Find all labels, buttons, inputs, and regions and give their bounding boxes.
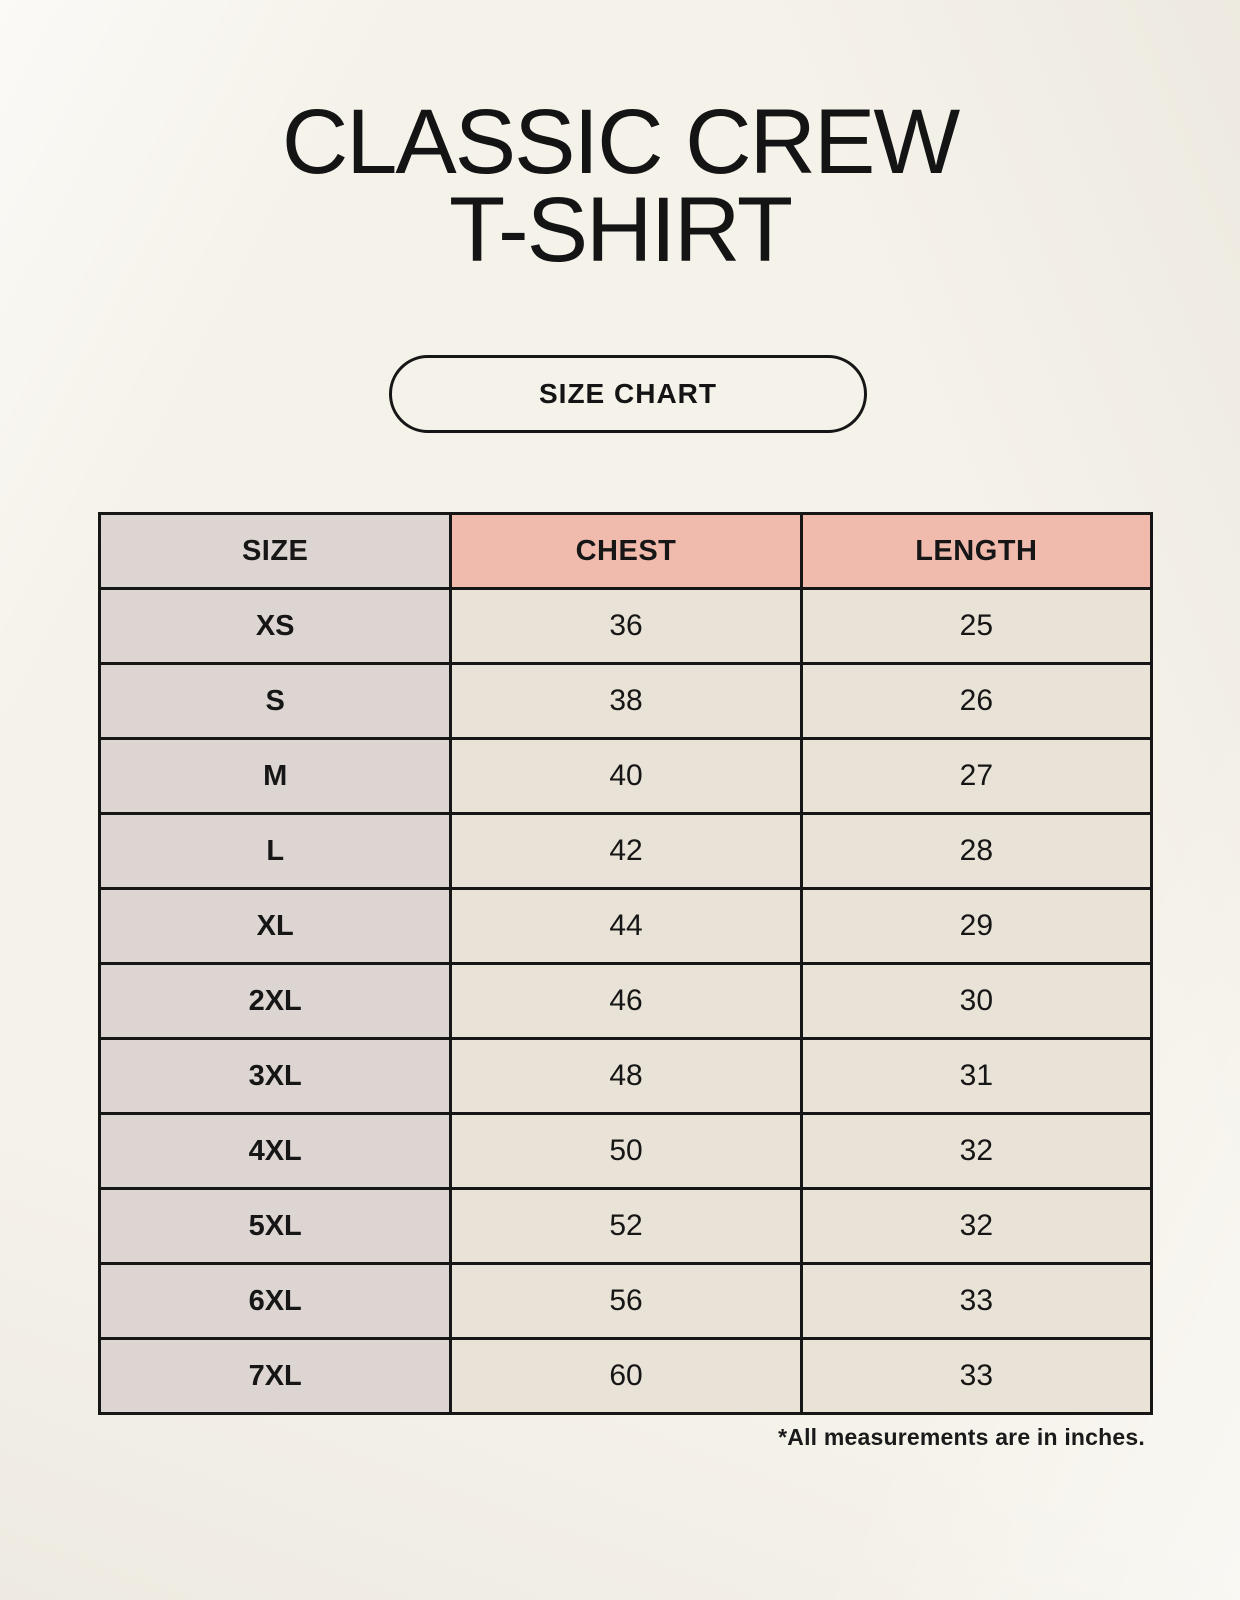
length-value: 26 bbox=[801, 664, 1151, 739]
length-value: 32 bbox=[801, 1114, 1151, 1189]
size-label: L bbox=[100, 814, 451, 889]
size-chart-table bbox=[98, 512, 1153, 1415]
size-label: XL bbox=[100, 889, 451, 964]
size-label: 3XL bbox=[100, 1039, 451, 1114]
size-chart-badge-label: SIZE CHART bbox=[539, 378, 717, 409]
column-header-size: SIZE bbox=[100, 514, 451, 589]
size-label: M bbox=[100, 739, 451, 814]
table-row bbox=[100, 1339, 1152, 1414]
page-title bbox=[0, 0, 1240, 281]
measurements-footnote: *All measurements are in inches. bbox=[778, 1424, 1145, 1450]
size-label: 2XL bbox=[100, 964, 451, 1039]
chest-value: 40 bbox=[451, 739, 801, 814]
length-value: 28 bbox=[801, 814, 1151, 889]
length-value: 32 bbox=[801, 1189, 1151, 1264]
size-label: 6XL bbox=[100, 1264, 451, 1339]
page-title-line1: CLASSIC CREW bbox=[281, 91, 959, 193]
table-row bbox=[100, 739, 1152, 814]
page-title-line2: T-SHIRT bbox=[448, 179, 792, 281]
column-header-chest: CHEST bbox=[451, 514, 801, 589]
size-label: 5XL bbox=[100, 1189, 451, 1264]
chest-value: 46 bbox=[451, 964, 801, 1039]
table-row bbox=[100, 589, 1152, 664]
chest-value: 50 bbox=[451, 1114, 801, 1189]
table-row bbox=[100, 964, 1152, 1039]
size-label: 7XL bbox=[100, 1339, 451, 1414]
chest-value: 52 bbox=[451, 1189, 801, 1264]
length-value: 25 bbox=[801, 589, 1151, 664]
chest-value: 56 bbox=[451, 1264, 801, 1339]
length-value: 31 bbox=[801, 1039, 1151, 1114]
table-row bbox=[100, 889, 1152, 964]
chest-value: 42 bbox=[451, 814, 801, 889]
chest-value: 36 bbox=[451, 589, 801, 664]
table-row bbox=[100, 1039, 1152, 1114]
table-row bbox=[100, 664, 1152, 739]
table-row bbox=[100, 1264, 1152, 1339]
chest-value: 48 bbox=[451, 1039, 801, 1114]
length-value: 27 bbox=[801, 739, 1151, 814]
column-header-length: LENGTH bbox=[801, 514, 1151, 589]
length-value: 33 bbox=[801, 1264, 1151, 1339]
size-label: XS bbox=[100, 589, 451, 664]
length-value: 29 bbox=[801, 889, 1151, 964]
chest-value: 44 bbox=[451, 889, 801, 964]
size-label: S bbox=[100, 664, 451, 739]
table-row bbox=[100, 1114, 1152, 1189]
chest-value: 60 bbox=[451, 1339, 801, 1414]
length-value: 33 bbox=[801, 1339, 1151, 1414]
table-row bbox=[100, 814, 1152, 889]
table-row bbox=[100, 1189, 1152, 1264]
size-label: 4XL bbox=[100, 1114, 451, 1189]
size-chart-badge bbox=[389, 355, 867, 433]
chest-value: 38 bbox=[451, 664, 801, 739]
table-header-row bbox=[100, 514, 1152, 589]
length-value: 30 bbox=[801, 964, 1151, 1039]
